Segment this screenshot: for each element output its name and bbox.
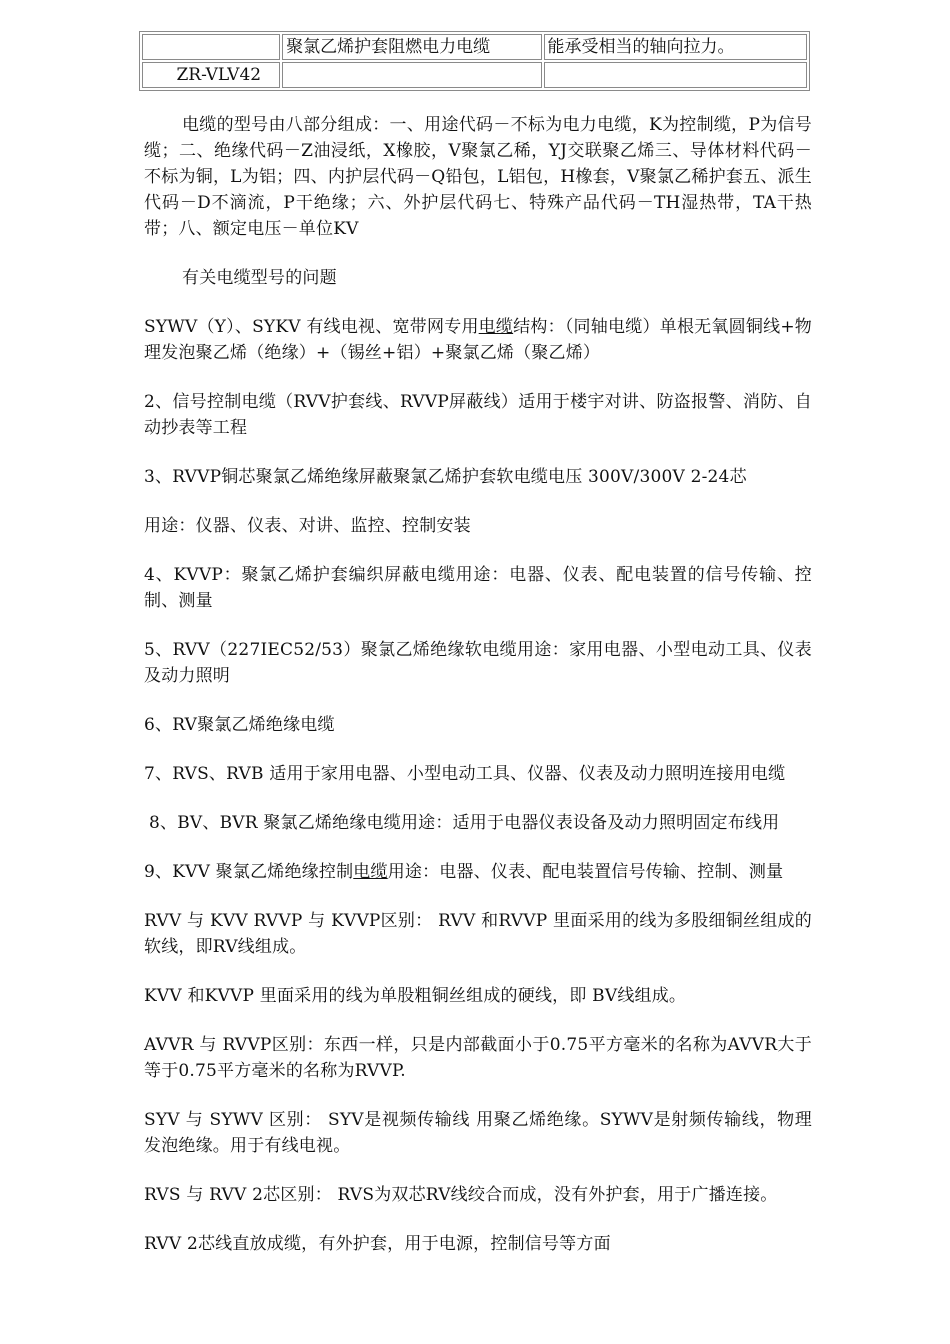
document-body [144, 112, 812, 1280]
item-3-paragraph: 3、RVVP铜芯聚氯乙烯绝缘屏蔽聚氯乙烯护套软电缆电压 300V/300V 2-24芯 [144, 467, 747, 487]
item-9-paragraph [144, 859, 812, 885]
table-row [142, 34, 807, 60]
name-cell [282, 62, 541, 88]
section-heading: 有关电缆型号的问题 [182, 268, 337, 288]
use-cell: 能承受相当的轴向拉力。 [544, 34, 807, 60]
table-row [142, 62, 807, 88]
kvv-kvvp-paragraph: KVV 和KVVP 里面采用的线为单股粗铜丝组成的硬线，即 BV线组成。 [144, 986, 687, 1006]
cable-link[interactable]: 电缆 [353, 862, 388, 882]
text-span: SYWV（Y）、SYKV 有线电视、宽带网专用 [144, 317, 479, 337]
item-7-paragraph: 7、RVS、RVB 适用于家用电器、小型电动工具、仪器、仪表及动力照明连接用电缆 [144, 764, 786, 784]
avvr-rvvp-difference-paragraph: AVVR 与 RVVP区别：东西一样，只是内部截面小于0.75平方毫米的名称为AVVR大于等于0.75平方毫米的名称为RVVP. [144, 1035, 812, 1081]
item-6-paragraph: 6、RV聚氯乙烯绝缘电缆 [144, 715, 335, 735]
item-8-paragraph: 8、BV、BVR 聚氯乙烯绝缘电缆用途：适用于电器仪表设备及动力照明固定布线用 [149, 813, 780, 833]
rvs-rvv-difference-paragraph: RVS 与 RVV 2芯区别： RVS为双芯RV线绞合而成，没有外护套，用于广播连接。 [144, 1185, 778, 1205]
item-2-paragraph: 2、信号控制电缆（RVV护套线、RVVP屏蔽线）适用于楼宇对讲、防盗报警、消防、自动抄表等工程 [144, 392, 812, 438]
use-cell [544, 62, 807, 88]
sywv-paragraph [144, 314, 812, 366]
model-composition-paragraph: 电缆的型号由八部分组成：一、用途代码－不标为电力电缆，K为控制缆，P为信号缆；二、绝缘代码－Z油浸纸，X橡胶，V聚氯乙稀，YJ交联聚乙烯三、导体材料代码－不标为铜，L为铝；四、内护层代码－Q铅包，L铝包，H橡套，V聚氯乙稀护套五、派生代码－D不滴流，P干绝缘；六、外护层代码七、特殊产品代码－TH湿热带，TA干热带；八、额定电压－单位KV [144, 115, 812, 239]
text-span: 结构：（同轴电缆）单根无氧圆铜线+物理发泡聚乙烯（绝缘）+（锡丝+铝）+聚氯乙烯（聚乙烯） [144, 317, 812, 363]
item-5-paragraph: 5、RVV（227IEC52/53）聚氯乙烯绝缘软电缆用途：家用电器、小型电动工具、仪表及动力照明 [144, 640, 812, 686]
cable-link[interactable]: 电缆 [478, 317, 514, 337]
syv-sywv-difference-paragraph: SYV 与 SYWV 区别： SYV是视频传输线 用聚乙烯绝缘。SYWV是射频传输线，物理发泡绝缘。用于有线电视。 [144, 1110, 812, 1156]
model-cell [142, 34, 280, 60]
item-3-usage-paragraph: 用途：仪器、仪表、对讲、监控、控制安装 [144, 516, 471, 536]
cable-table [139, 31, 810, 91]
text-span: 9、KVV 聚氯乙烯绝缘控制 [144, 862, 354, 882]
name-cell: 聚氯乙烯护套阻燃电力电缆 [282, 34, 541, 60]
text-span: 用途：电器、仪表、配电装置信号传输、控制、测量 [387, 862, 784, 882]
item-4-paragraph: 4、KVVP：聚氯乙烯护套编织屏蔽电缆用途：电器、仪表、配电装置的信号传输、控制、测量 [144, 565, 812, 611]
model-cell: ZR-VLV42 [142, 62, 280, 88]
rvv-2-core-paragraph: RVV 2芯线直放成缆，有外护套，用于电源，控制信号等方面 [144, 1234, 611, 1254]
rvv-kvv-difference-paragraph: RVV 与 KVV RVVP 与 KVVP区别： RVV 和RVVP 里面采用的线为多股细铜丝组成的软线，即RV线组成。 [144, 911, 812, 957]
